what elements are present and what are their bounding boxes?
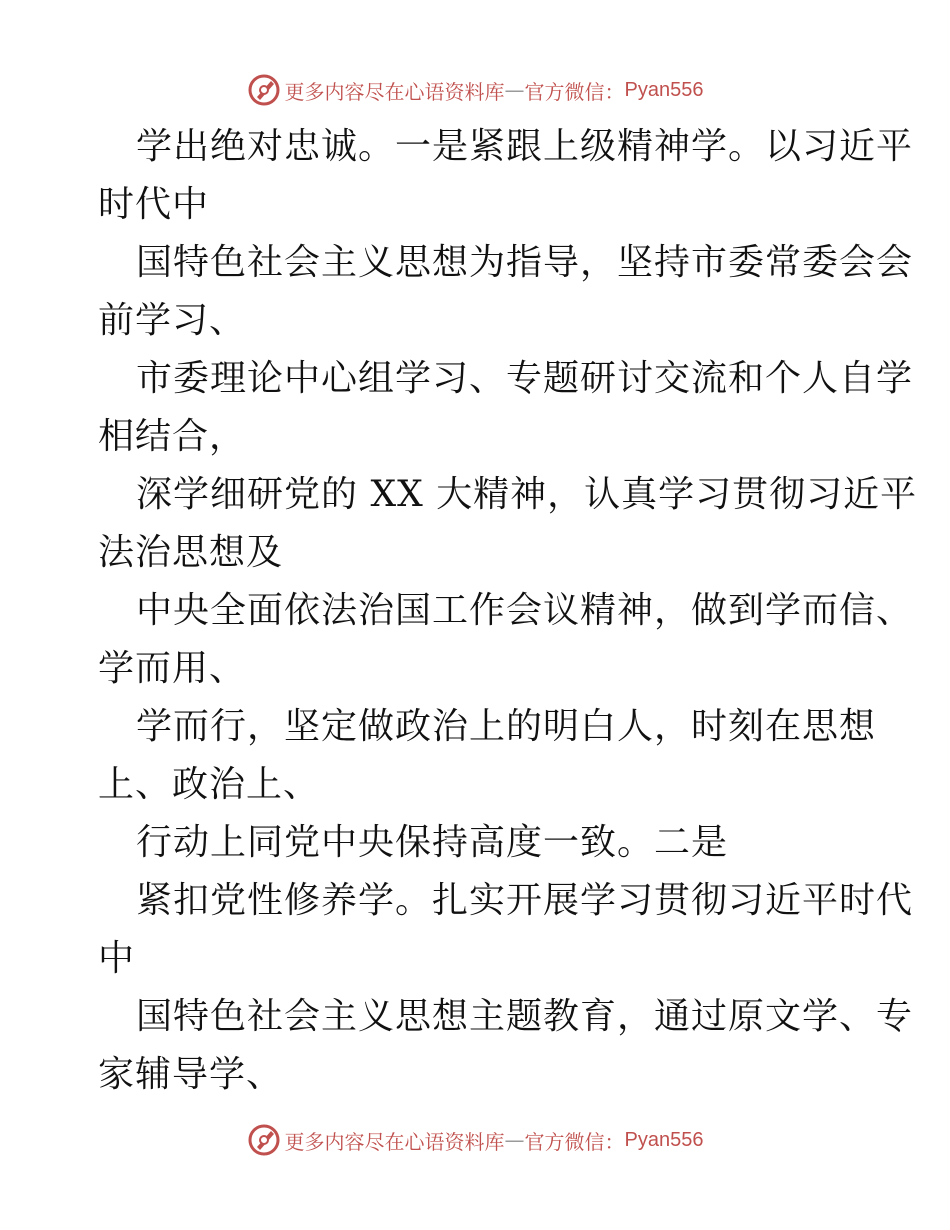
footer-watermark [0,1120,950,1160]
text-line: 上、政治上、 [98,764,321,805]
text-line: 市委理论中心组学习、专题研讨交流和个人自学 [136,358,914,399]
watermark-label: 官方微信： [524,79,625,104]
text-line: 法治思想及 [98,532,284,573]
text-line: 中 [98,938,136,979]
text-line: 相结合， [98,416,247,457]
document-body [98,118,918,1104]
watermark-wechat-id: Pyan556 [624,1128,704,1151]
watermark-label: 官方微信： [524,1129,625,1154]
pen-logo-icon [247,1123,281,1157]
text-line: 家辅导学、 [98,1054,284,1095]
text-line: 前学习、 [98,300,247,341]
watermark-text: 更多内容尽在心语资料库 [284,79,505,104]
text-line: 中央全面依法治国工作会议精神，做到学而信、 [136,590,914,631]
text-line: 国特色社会主义思想为指导，坚持市委常委会会 [136,242,914,283]
text-line: 学而用、 [98,648,247,689]
header-watermark [0,70,950,110]
watermark-separator: — [504,1128,525,1152]
text-line: 时代中 [98,184,210,225]
text-line: 紧扣党性修养学。扎实开展学习贯彻习近平时代 [136,880,914,921]
watermark-text: 更多内容尽在心语资料库 [284,1129,505,1154]
text-line: 国特色社会主义思想主题教育，通过原文学、专 [136,996,914,1037]
text-line: 学出绝对忠诚。一是紧跟上级精神学。以习近平 [136,126,914,167]
watermark-separator: — [504,78,525,102]
watermark-wechat-id: Pyan556 [624,78,704,101]
text-line: 深学细研党的 XX 大精神，认真学习贯彻习近平 [136,474,918,515]
text-line: 学而行，坚定做政治上的明白人，时刻在思想 [136,706,877,747]
text-line: 行动上同党中央保持高度一致。二是 [136,822,729,863]
pen-logo-icon [247,73,281,107]
